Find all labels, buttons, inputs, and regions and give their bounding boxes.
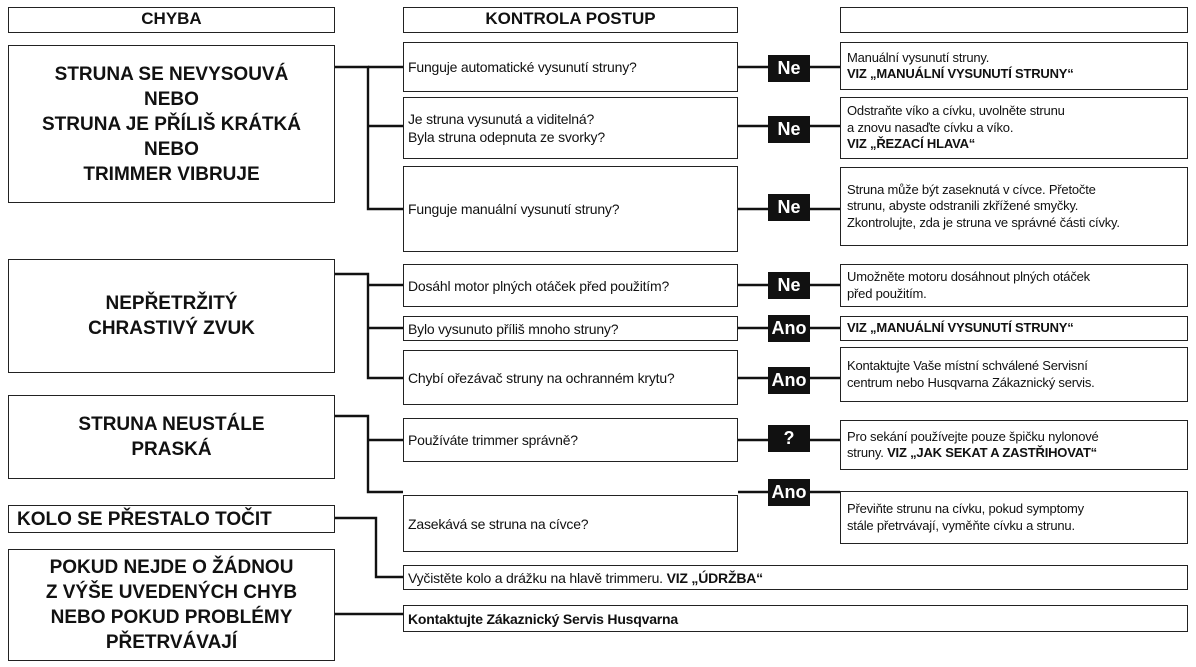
check-text: Byla struna odepnuta ze svorky? — [408, 129, 605, 145]
fault-line: NEPŘETRŽITÝ — [105, 293, 238, 314]
solution-text: Manuální vysunutí struny. — [847, 49, 990, 65]
check-text: Dosáhl motor plných otáček před použitím? — [408, 277, 670, 294]
solution-text: struny. — [847, 445, 884, 460]
check-auto-feed — [403, 42, 738, 92]
header-solution — [840, 7, 1188, 33]
answer-tag-yes: Ano — [768, 479, 810, 506]
solution-how-to-cut — [840, 420, 1188, 470]
check-too-much-line — [403, 316, 738, 341]
solution-reference: VIZ „MANUÁLNÍ VYSUNUTÍ STRUNY“ — [847, 66, 1074, 81]
check-text: Bylo vysunuto příliš mnoho struny? — [408, 320, 619, 337]
solution-text: Odstraňte víko a cívku, uvolněte strunu — [847, 103, 1065, 119]
answer-tag-no: Ne — [768, 272, 810, 299]
header-fault: CHYBA — [8, 7, 335, 33]
fault-line-keeps-breaking — [8, 395, 335, 479]
check-line-jams — [403, 495, 738, 552]
answer-tag-question: ? — [768, 425, 810, 452]
fault-line: CHRASTIVÝ ZVUK — [88, 318, 255, 339]
check-text: Funguje manuální vysunutí struny? — [408, 201, 620, 217]
solution-text: centrum nebo Husqvarna Zákaznický servis. — [847, 374, 1095, 390]
solution-text: strunu, abyste odstranili zkřížené smyčky. — [847, 198, 1079, 214]
solution-rewind-spool — [840, 167, 1188, 246]
solution-manual-feed — [840, 42, 1188, 90]
check-manual-feed — [403, 166, 738, 252]
check-reference: VIZ „ÚDRŽBA“ — [666, 569, 763, 586]
solution-reference: VIZ „MANUÁLNÍ VYSUNUTÍ STRUNY“ — [847, 320, 1074, 336]
answer-tag-yes: Ano — [768, 367, 810, 394]
solution-contact-service-center — [840, 347, 1188, 402]
fault-line: Z VÝŠE UVEDENÝCH CHYB — [45, 582, 298, 603]
check-text: Funguje automatické vysunutí struny? — [408, 59, 637, 75]
fault-line: STRUNA JE PŘÍLIŠ KRÁTKÁ — [42, 113, 301, 135]
fault-line-not-feeding — [8, 45, 335, 203]
fault-line: PŘETRVÁVAJÍ — [105, 632, 238, 653]
solution-text: před použitím. — [847, 285, 927, 301]
fault-line: TRIMMER VIBRUJE — [83, 163, 260, 185]
fault-line: STRUNA NEUSTÁLE — [78, 414, 265, 435]
fault-line: NEBO — [144, 88, 199, 110]
check-text: Je struna vysunutá a viditelná? — [408, 111, 595, 127]
solution-text: Zkontrolujte, zda je struna ve správné části cívky. — [847, 214, 1120, 230]
solution-text: Kontaktujte Vaše místní schválené Servisní — [847, 358, 1088, 373]
check-text: Používáte trimmer správně? — [408, 432, 578, 448]
solution-text: Struna může být zaseknutá v cívce. Přetočte — [847, 181, 1096, 197]
solution-text: Umožněte motoru dosáhnout plných otáček — [847, 269, 1090, 284]
fault-other-problems — [8, 549, 335, 661]
answer-tag-no: Ne — [768, 55, 810, 82]
solution-manual-feed-ref — [840, 316, 1188, 341]
solution-text: stále přetrvávají, vyměňte cívku a strunu. — [847, 517, 1075, 533]
fault-line: NEBO POKUD PROBLÉMY — [50, 607, 293, 628]
check-line-visible — [403, 97, 738, 159]
solution-reference: VIZ „JAK SEKAT A ZASTŘIHOVAT“ — [887, 445, 1097, 460]
header-check-procedure: KONTROLA POSTUP — [403, 7, 738, 33]
fault-rattling-noise — [8, 259, 335, 373]
fault-line: KOLO SE PŘESTALO TOČIT — [17, 508, 272, 530]
solution-reference: VIZ „ŘEZACÍ HLAVA“ — [847, 136, 976, 152]
fault-line: PRASKÁ — [131, 439, 212, 460]
answer-tag-no: Ne — [768, 116, 810, 143]
check-text: Vyčistěte kolo a drážku na hlavě trimmeru. — [408, 569, 663, 586]
solution-replace-spool — [840, 491, 1188, 544]
check-full-speed — [403, 264, 738, 307]
solution-text: Pro sekání používejte pouze špičku nylonové — [847, 428, 1099, 444]
solution-text: Převiňte strunu na cívku, pokud symptomy — [847, 501, 1084, 516]
check-contact-service — [403, 605, 1188, 632]
check-text: Zasekává se struna na cívce? — [408, 515, 589, 532]
check-reference: Kontaktujte Zákaznický Servis Husqvarna — [408, 610, 678, 627]
fault-line: POKUD NEJDE O ŽÁDNOU — [49, 557, 294, 578]
answer-tag-no: Ne — [768, 194, 810, 221]
fault-wheel-stopped — [8, 505, 335, 533]
solution-cutting-head — [840, 97, 1188, 159]
solution-text: a znovu nasaďte cívku a víko. — [847, 119, 1014, 135]
answer-tag-yes: Ano — [768, 315, 810, 342]
check-correct-use — [403, 418, 738, 462]
check-clean-wheel — [403, 565, 1188, 590]
check-text: Chybí ořezávač struny na ochranném krytu? — [408, 369, 675, 386]
fault-line: NEBO — [144, 138, 199, 160]
solution-full-speed — [840, 264, 1188, 307]
check-line-cutter-missing — [403, 350, 738, 405]
fault-line: STRUNA SE NEVYSOUVÁ — [54, 63, 289, 85]
